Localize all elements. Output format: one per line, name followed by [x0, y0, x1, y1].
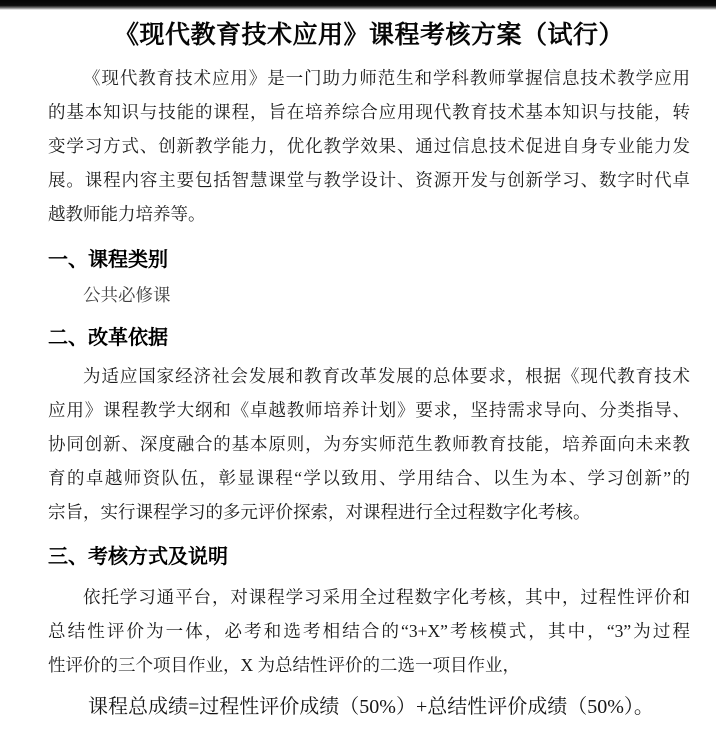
paragraph-line: 应用》课程教学大纲和《卓越教师培养计划》要求，坚持需求导向、分类指导、	[48, 400, 690, 420]
document-body	[0, 17, 716, 722]
top-edge-shadow	[0, 0, 716, 10]
paragraph-line: 协同创新、深度融合的基本原则，为夯实师范生教师教育技能，培养面向未来教	[48, 434, 690, 454]
grade-formula: 课程总成绩=过程性评价成绩（50%）+总结性评价成绩（50%）。	[88, 696, 654, 718]
paragraph-line: 宗旨，实行课程学习的多元评价探索，对课程进行全过程数字化考核。	[48, 502, 591, 522]
paragraph-line: 依托学习通平台，对课程学习采用全过程数字化考核，其中，过程性评价和	[83, 587, 690, 607]
document-title: 《现代教育技术应用》课程考核方案（试行）	[113, 21, 624, 49]
paragraph-line: 为适应国家经济社会发展和教育改革发展的总体要求，根据《现代教育技术	[83, 366, 690, 386]
reform-basis-paragraph	[48, 359, 690, 529]
section-heading-assessment-method: 三、考核方式及说明	[48, 546, 228, 568]
section-heading-course-type: 一、课程类别	[48, 249, 168, 271]
section-heading-reform-basis: 二、改革依据	[48, 327, 168, 349]
paragraph-line: 总结性评价为一体，必考和选考相结合的“3+X”考核模式，其中，“3”为过程	[48, 621, 690, 641]
paragraph-line: 越教师能力培养等。	[48, 204, 206, 224]
paragraph-line: 《现代教育技术应用》是一门助力师范生和学科教师掌握信息技术教学应用	[83, 68, 690, 88]
assessment-method-paragraph	[48, 580, 690, 682]
paragraph-line: 育的卓越师资队伍，彰显课程“学以致用、学用结合、以生为本、学习创新”的	[48, 468, 690, 488]
intro-paragraph	[48, 61, 690, 231]
course-type-text: 公共必修课	[83, 285, 171, 305]
paragraph-line: 变学习方式、创新教学能力，优化教学效果、通过信息技术促进自身专业能力发	[48, 136, 690, 156]
paragraph-line: 性评价的三个项目作业，X 为总结性评价的二选一项目作业，	[48, 655, 521, 675]
paragraph-line: 的基本知识与技能的课程，旨在培养综合应用现代教育技术基本知识与技能，转	[48, 102, 690, 122]
paragraph-line: 展。课程内容主要包括智慧课堂与教学设计、资源开发与创新学习、数字时代卓	[48, 170, 690, 190]
